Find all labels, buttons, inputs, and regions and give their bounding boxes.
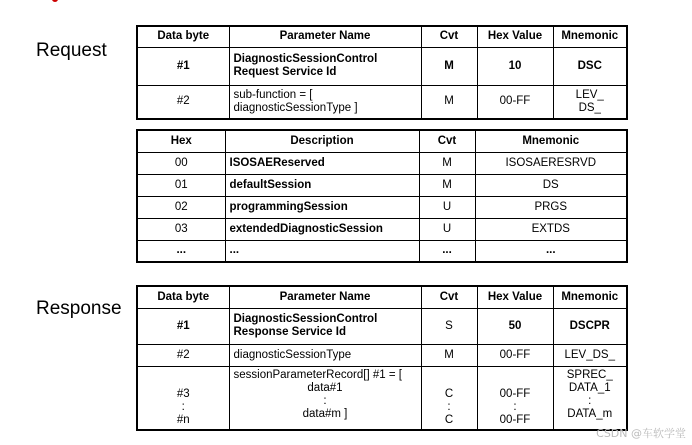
table-row bbox=[137, 218, 627, 240]
table-row bbox=[137, 308, 627, 344]
mnemonic-line: DATA_1 bbox=[568, 381, 611, 394]
cvt-cell: M bbox=[421, 47, 477, 85]
cvt-cell: M bbox=[419, 174, 475, 196]
mnemonic-cell bbox=[553, 366, 627, 430]
cvt-cell: ... bbox=[419, 240, 475, 262]
parameter-name-line: DiagnosticSessionControl bbox=[233, 53, 378, 65]
parameter-name-line: data#m ] bbox=[302, 407, 348, 420]
mnemonic-cell: ISOSAERESRVD bbox=[475, 152, 627, 174]
parameter-name-line: data#1 bbox=[307, 381, 343, 394]
subfunction-table bbox=[136, 129, 628, 263]
parameter-name-cell bbox=[229, 366, 421, 430]
cvt-cell bbox=[421, 366, 477, 430]
mnemonic-cell: DSC bbox=[553, 47, 627, 85]
table-header-row bbox=[137, 286, 627, 308]
description-cell: ... bbox=[225, 240, 419, 262]
table-header-row bbox=[137, 130, 627, 152]
request-label: Request bbox=[36, 40, 107, 61]
header-data-byte: Data byte bbox=[137, 26, 229, 47]
hex-value-line: 00-FF bbox=[499, 414, 531, 426]
parameter-name-cell bbox=[229, 85, 421, 119]
hex-value-line: 00-FF bbox=[499, 388, 531, 400]
table-row bbox=[137, 366, 627, 430]
header-cvt: Cvt bbox=[421, 286, 477, 308]
table-row bbox=[137, 47, 627, 85]
description-cell: ISOSAEReserved bbox=[225, 152, 419, 174]
parameter-name-cell: diagnosticSessionType bbox=[229, 344, 421, 366]
header-mnemonic: Mnemonic bbox=[475, 130, 627, 152]
data-byte-line: : bbox=[181, 401, 185, 413]
table-header-row bbox=[137, 26, 627, 47]
hex-cell: 03 bbox=[137, 218, 225, 240]
table-row bbox=[137, 344, 627, 366]
table-row bbox=[137, 196, 627, 218]
table-row bbox=[137, 240, 627, 262]
hex-value-cell: 00-FF bbox=[477, 85, 553, 119]
parameter-name-line: diagnosticSessionType ] bbox=[233, 101, 358, 114]
hex-cell: 02 bbox=[137, 196, 225, 218]
header-description: Description bbox=[225, 130, 419, 152]
watermark: CSDN @车软学堂 bbox=[596, 427, 686, 440]
hex-value-line: : bbox=[513, 401, 517, 413]
header-cvt: Cvt bbox=[419, 130, 475, 152]
header-mnemonic: Mnemonic bbox=[553, 26, 627, 47]
cvt-cell: S bbox=[421, 308, 477, 344]
header-parameter-name: Parameter Name bbox=[229, 26, 421, 47]
header-parameter-name: Parameter Name bbox=[229, 286, 421, 308]
data-byte-cell: #2 bbox=[137, 344, 229, 366]
header-cvt: Cvt bbox=[421, 26, 477, 47]
mnemonic-line: DATA_m bbox=[567, 407, 613, 420]
request-table bbox=[136, 25, 628, 120]
parameter-name-line: : bbox=[323, 394, 327, 407]
description-cell: programmingSession bbox=[225, 196, 419, 218]
cvt-line: C bbox=[444, 414, 454, 426]
header-mnemonic: Mnemonic bbox=[553, 286, 627, 308]
mnemonic-line: SPREC_ bbox=[566, 368, 613, 381]
parameter-name-line: sessionParameterRecord[] #1 = [ bbox=[233, 368, 402, 381]
parameter-name-line: Response Service Id bbox=[233, 326, 346, 338]
hex-value-cell: 10 bbox=[477, 47, 553, 85]
data-byte-line: #3 bbox=[176, 388, 190, 400]
hex-cell: 00 bbox=[137, 152, 225, 174]
hex-value-cell: 50 bbox=[477, 308, 553, 344]
cvt-cell: M bbox=[421, 85, 477, 119]
header-hex-value: Hex Value bbox=[477, 286, 553, 308]
table-row bbox=[137, 85, 627, 119]
description-cell: extendedDiagnosticSession bbox=[225, 218, 419, 240]
mnemonic-cell: LEV_DS_ bbox=[553, 344, 627, 366]
hex-cell: 01 bbox=[137, 174, 225, 196]
header-data-byte: Data byte bbox=[137, 286, 229, 308]
parameter-name-line: Request Service Id bbox=[233, 66, 337, 78]
description-cell: defaultSession bbox=[225, 174, 419, 196]
mnemonic-cell bbox=[553, 85, 627, 119]
mnemonic-line: : bbox=[588, 394, 592, 407]
red-mark bbox=[52, 0, 58, 2]
cvt-line: : bbox=[447, 401, 451, 413]
mnemonic-cell: DSCPR bbox=[553, 308, 627, 344]
cvt-cell: U bbox=[419, 196, 475, 218]
data-byte-cell: #1 bbox=[137, 47, 229, 85]
table-row bbox=[137, 152, 627, 174]
hex-value-cell: 00-FF bbox=[477, 344, 553, 366]
header-hex: Hex bbox=[137, 130, 225, 152]
mnemonic-cell: EXTDS bbox=[475, 218, 627, 240]
data-byte-cell: #1 bbox=[137, 308, 229, 344]
mnemonic-line: LEV_ bbox=[575, 88, 604, 101]
mnemonic-cell: PRGS bbox=[475, 196, 627, 218]
header-hex-value: Hex Value bbox=[477, 26, 553, 47]
hex-value-cell bbox=[477, 366, 553, 430]
mnemonic-cell: ... bbox=[475, 240, 627, 262]
table-row bbox=[137, 174, 627, 196]
data-byte-cell: #2 bbox=[137, 85, 229, 119]
parameter-name-line: DiagnosticSessionControl bbox=[233, 313, 378, 325]
parameter-name-cell bbox=[229, 47, 421, 85]
cvt-cell: U bbox=[419, 218, 475, 240]
cvt-cell: M bbox=[419, 152, 475, 174]
parameter-name-line: sub-function = [ bbox=[233, 88, 313, 101]
cvt-cell: M bbox=[421, 344, 477, 366]
response-table bbox=[136, 285, 628, 431]
mnemonic-cell: DS bbox=[475, 174, 627, 196]
data-byte-cell bbox=[137, 366, 229, 430]
cvt-line: C bbox=[444, 388, 454, 400]
hex-cell: ... bbox=[137, 240, 225, 262]
parameter-name-cell bbox=[229, 308, 421, 344]
data-byte-line: #n bbox=[176, 414, 190, 426]
mnemonic-line: DS_ bbox=[578, 101, 601, 114]
response-label: Response bbox=[36, 298, 122, 319]
